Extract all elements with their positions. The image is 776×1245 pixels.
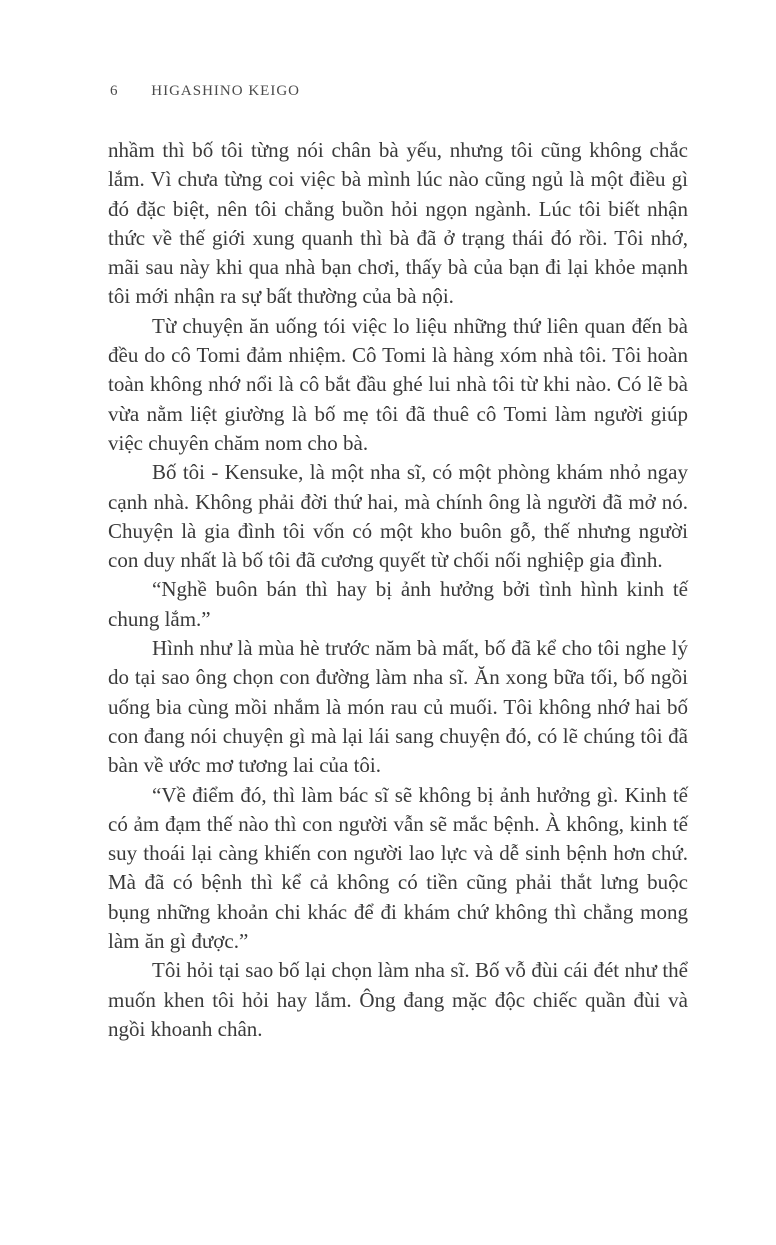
running-head-author: HIGASHINO KEIGO [151,83,300,99]
paragraph-question: Tôi hỏi tại sao bố lại chọn làm nha sĩ. Bố vỗ đùi cái đét như thể muốn khen tôi hỏi hay lắm. Ông đang mặc độc chiếc quần đùi và ngồi khoanh chân. [108,958,688,1041]
paragraph-continuation: nhầm thì bố tôi từng nói chân bà yếu, nhưng tôi cũng không chắc lắm. Vì chưa từng coi việc bà mình lúc nào cũng ngủ là một điều gì đó đặc biệt, nên tôi chẳng buồn hỏi ngọn ngành. Lúc tôi biết nhận thức về thế giới xung quanh thì bà đã ở trạng thái đó rồi. Tôi nhớ, mãi sau này khi qua nhà bạn chơi, thấy bà của bạn đi lại khỏe mạnh tôi mới nhận ra sự bất thường của bà nội. [108,138,688,309]
paragraph-quote-business: “Nghề buôn bán thì hay bị ảnh hưởng bởi tình hình kinh tế chung lắm.” [108,577,688,631]
body-text-block [108,136,688,1044]
page-number: 6 [110,83,118,99]
paragraph-father-dentist: Bố tôi - Kensuke, là một nha sĩ, có một phòng khám nhỏ ngay cạnh nhà. Không phải đời thứ hai, mà chính ông là người đã mở nó. Chuyện là gia đình tôi vốn có một kho buôn gỗ, thế nhưng người con duy nhất là bố tôi đã cương quyết từ chối nối nghiệp gia đình. [108,460,688,573]
paragraph-summer-story: Hình như là mùa hè trước năm bà mất, bố đã kể cho tôi nghe lý do tại sao ông chọn con đường làm nha sĩ. Ăn xong bữa tối, bố ngồi uống bia cùng mồi nhắm là món rau củ muối. Tôi không nhớ hai bố con đang nói chuyện gì mà lại lái sang chuyện đó, có lẽ chúng tôi đã bàn về ước mơ tương lai của tôi. [108,636,688,778]
page-header [110,82,688,100]
paragraph-quote-doctor: “Về điểm đó, thì làm bác sĩ sẽ không bị ảnh hưởng gì. Kinh tế có ảm đạm thế nào thì con người vẫn sẽ mắc bệnh. À không, kinh tế suy thoái lại càng khiến con người lao lực và dễ sinh bệnh hơn chứ. Mà đã có bệnh thì kể cả không có tiền cũng phải thắt lưng buộc bụng những khoản chi khác để đi khám chứ không thì chẳng mong làm ăn gì được.” [108,782,688,954]
paragraph-tomi: Từ chuyện ăn uống tói việc lo liệu những thứ liên quan đến bà đều do cô Tomi đảm nhiệm. Cô Tomi là hàng xóm nhà tôi. Tôi hoàn toàn không nhớ nổi là cô bắt đầu ghé lui nhà tôi từ khi nào. Có lẽ bà vừa nằm liệt giường là bố mẹ tôi đã thuê cô Tomi làm người giúp việc chuyên chăm nom cho bà. [108,313,688,455]
